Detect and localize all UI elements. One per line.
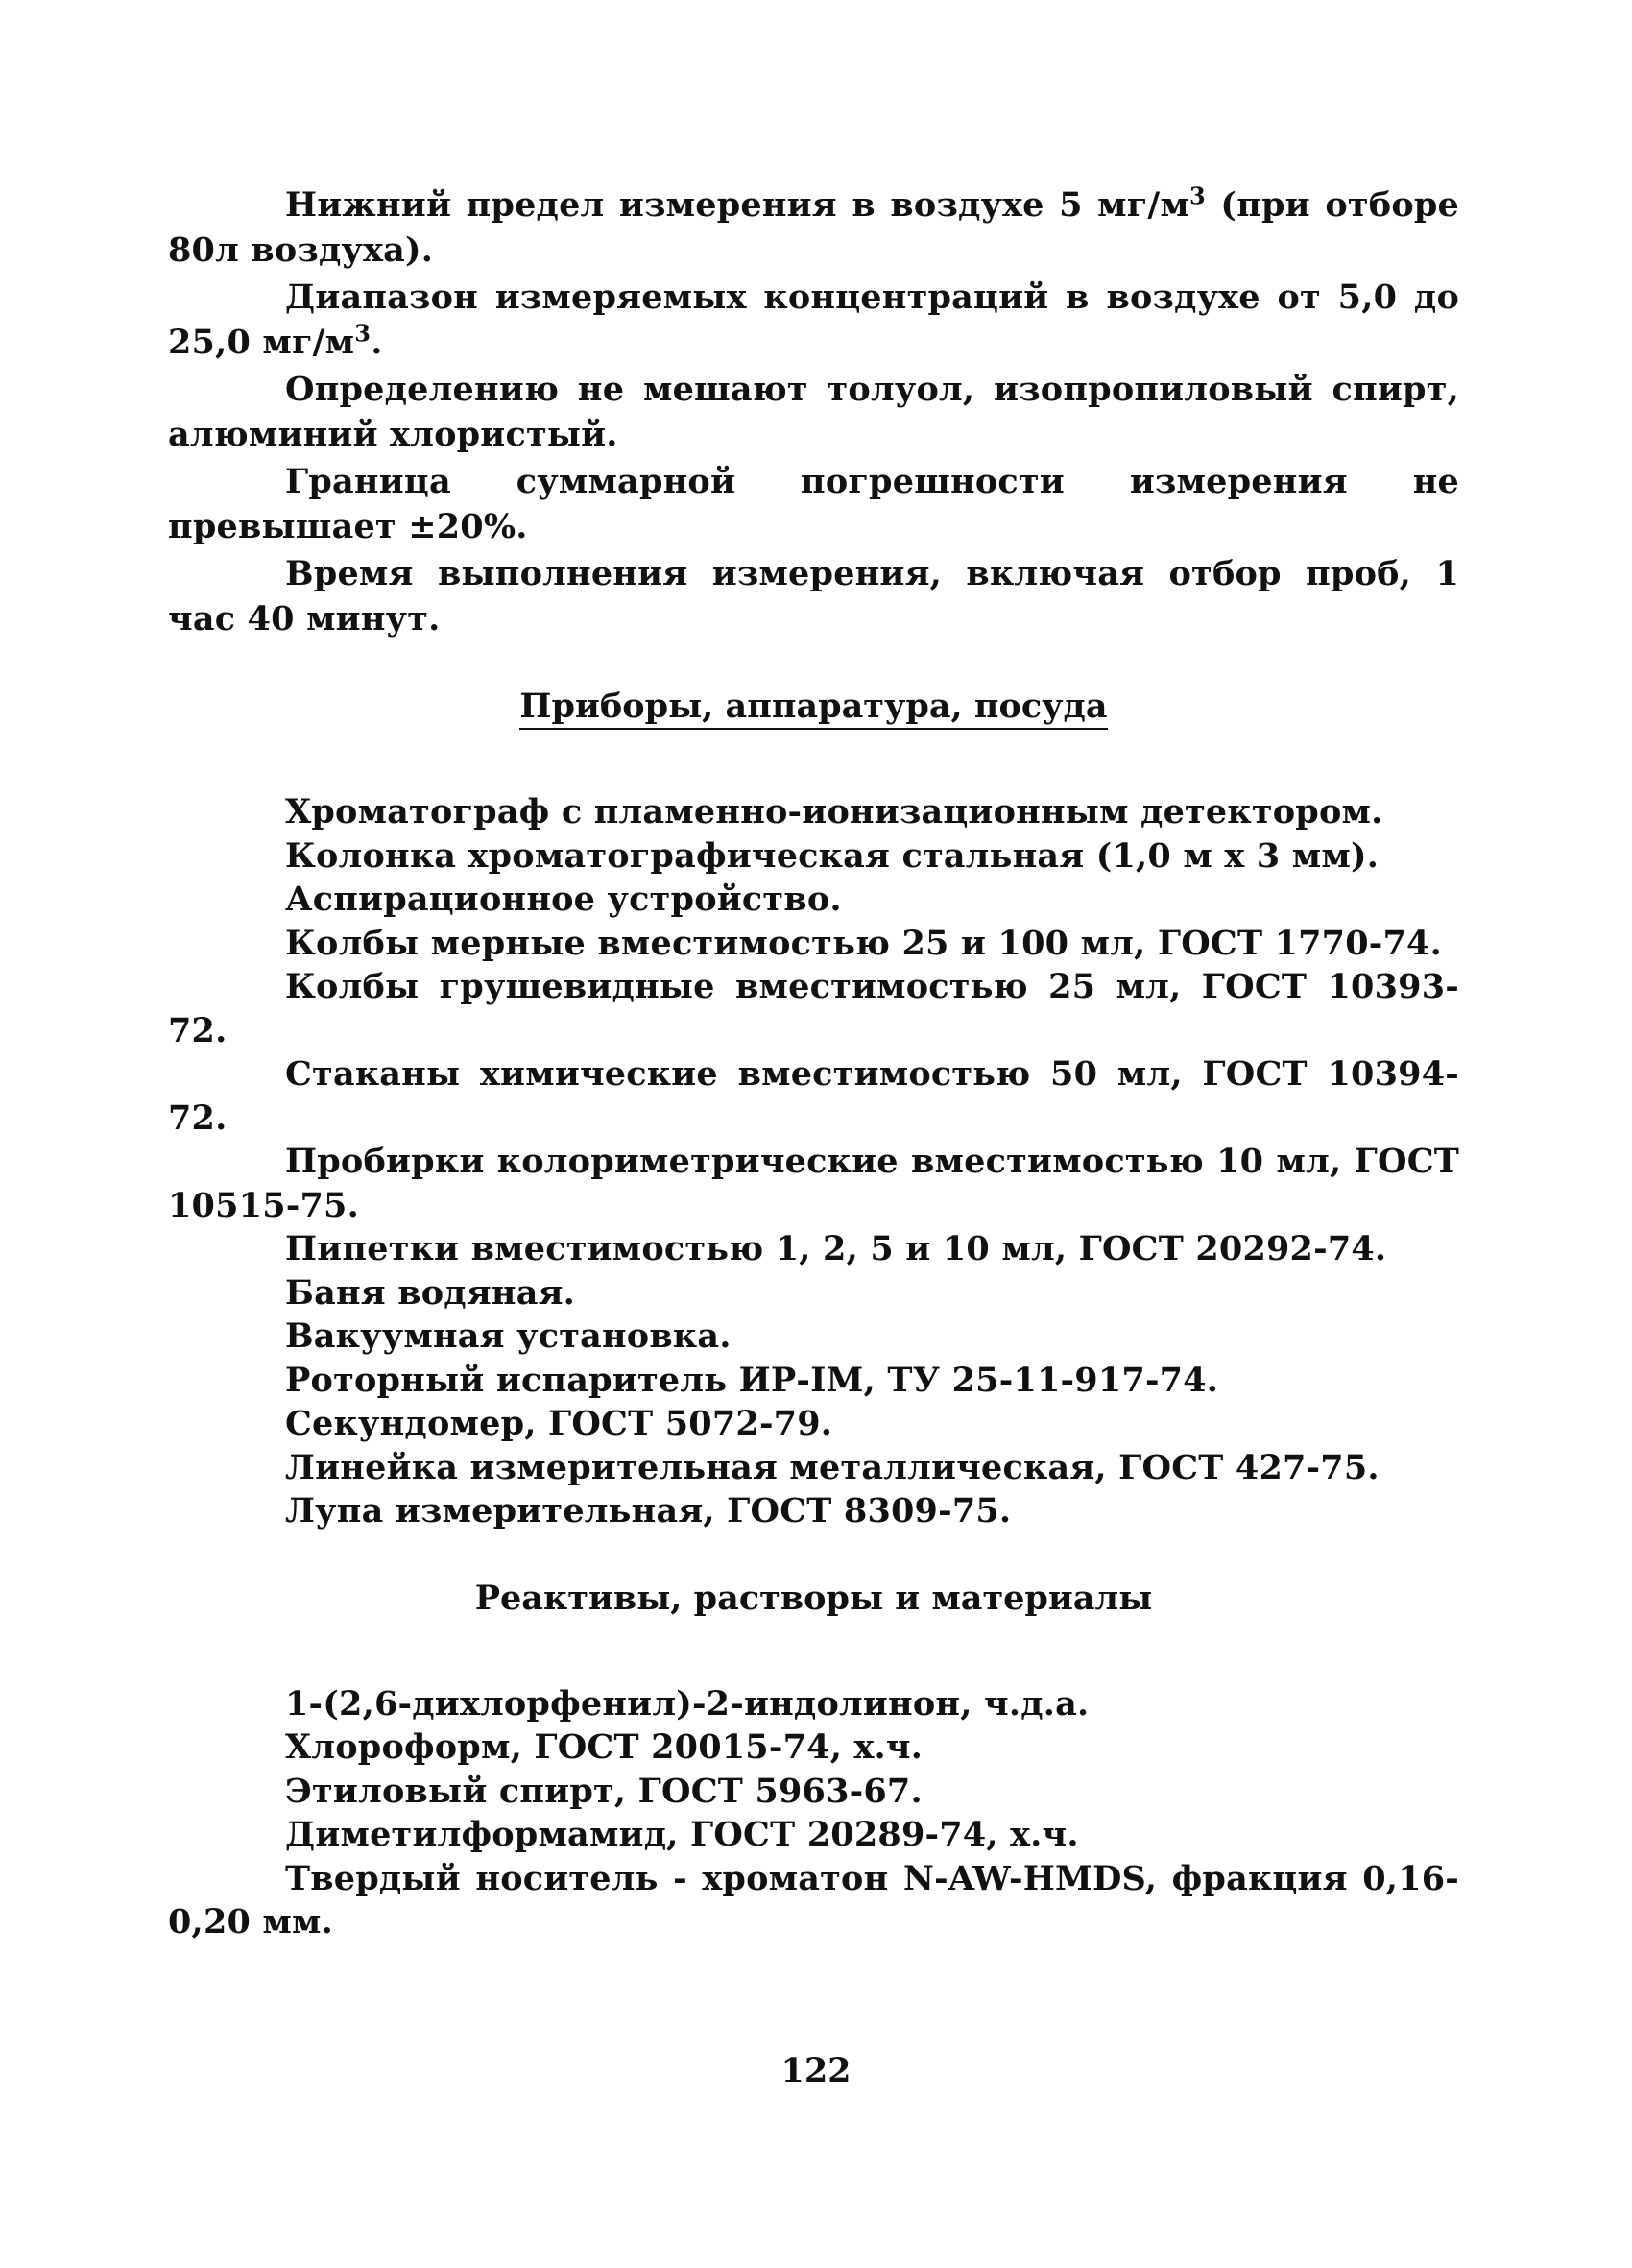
cubic-superscript: 3 <box>354 319 372 348</box>
list-item: Диметилформамид, ГОСТ 20289-74, х.ч. <box>285 1815 1079 1854</box>
paragraph-range <box>168 275 1459 365</box>
reagents-title-text: Реактивы, растворы и материалы <box>474 1578 1153 1618</box>
list-item: Колбы мерные вместимостью 25 и 100 мл, ГОСТ 1770-74. <box>285 923 1442 963</box>
reagents-list <box>168 1682 1459 1944</box>
list-item: Пробирки колориметрические вместимостью 10 мл, ГОСТ 10515-75. <box>168 1142 1459 1225</box>
lower-limit-text-end: (при отборе 80л воздуха). <box>168 185 1459 270</box>
list-item: Лупа измерительная, ГОСТ 8309-75. <box>285 1491 1012 1531</box>
list-item: Аспирационное устройство. <box>285 880 842 919</box>
paragraph-duration: Время выполнения измерения, включая отбор проб, 1 час 40 минут. <box>168 554 1459 639</box>
reagents-section-title <box>168 1576 1459 1621</box>
paragraph-error-limit: Граница суммарной погрешности измерения не превышает ±20%. <box>168 462 1459 546</box>
equipment-list <box>168 790 1459 1533</box>
equipment-section-title <box>168 684 1459 729</box>
list-item: Пипетки вместимостью 1, 2, 5 и 10 мл, ГОСТ 20292-74. <box>285 1229 1387 1268</box>
paragraph-lower-limit <box>168 182 1459 273</box>
list-item: Баня водяная. <box>285 1272 576 1313</box>
list-item: Твердый носитель - хроматон N-AW-HMDS, фракция 0,16-0,20 мм. <box>168 1858 1459 1942</box>
list-item: Этиловый спирт, ГОСТ 5963-67. <box>285 1771 923 1811</box>
list-item: 1-(2,6-дихлорфенил)-2-индолинон, ч.д.а. <box>285 1683 1090 1724</box>
list-item: Хроматограф с пламенно-ионизационным детектором. <box>285 792 1383 832</box>
lower-limit-text: Нижний предел измерения в воздухе 5 мг/м <box>285 185 1190 225</box>
list-item: Стаканы химические вместимостью 50 мл, ГОСТ 10394-72. <box>168 1054 1459 1138</box>
list-item: Роторный испаритель ИР-IM, ТУ 25-11-917-74. <box>285 1360 1219 1400</box>
list-item: Колбы грушевидные вместимостью 25 мл, ГОСТ 10393-72. <box>168 967 1459 1050</box>
list-item: Линейка измерительная металлическая, ГОСТ 427-75. <box>285 1447 1380 1487</box>
list-item: Вакуумная установка. <box>285 1316 732 1356</box>
document-page <box>168 182 1459 1944</box>
list-item: Секундомер, ГОСТ 5072-79. <box>285 1404 833 1443</box>
range-text: Диапазон измеряемых концентраций в воздухе от 5,0 до 25,0 мг/м <box>168 277 1459 362</box>
range-text-end: . <box>371 323 383 362</box>
paragraph-interference: Определению не мешают толуол, изопропиловый спирт, алюминий хлористый. <box>168 370 1459 454</box>
cubic-superscript: 3 <box>1189 181 1206 210</box>
page-number: 122 <box>780 2051 852 2090</box>
list-item: Хлороформ, ГОСТ 20015-74, х.ч. <box>285 1727 924 1767</box>
list-item: Колонка хроматографическая стальная (1,0 м х 3 мм). <box>285 835 1380 876</box>
equipment-title-text: Приборы, аппаратура, посуда <box>519 687 1107 730</box>
